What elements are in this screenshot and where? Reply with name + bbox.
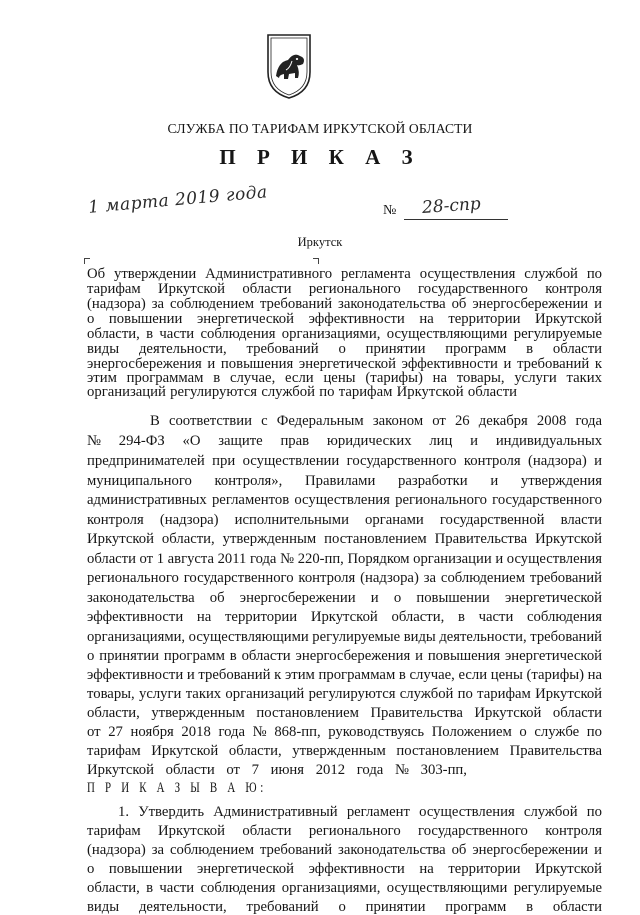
subject-line: о повышении энергетической эффективности на территории Иркутской — [87, 311, 602, 327]
preamble-line: товары, услуги таких организаций регулируются службой по тарифам Иркутской — [87, 686, 603, 702]
preamble-line: Иркутской области от 7 июня 2012 года № 303-пп, — [87, 762, 467, 778]
order-word: П Р И К А З Ы В А Ю: — [87, 780, 268, 796]
subject-line: виды деятельности, требований о принятии программ в области — [87, 341, 602, 357]
handwritten-date: 1 марта 2019 года — [87, 182, 269, 218]
subject-bracket-left — [84, 258, 90, 264]
preamble-line: административных регламентов осуществления регионального государственного — [87, 492, 602, 508]
subject-line: организаций регулируются службой по тарифам Иркутской области — [87, 384, 517, 400]
preamble-line: организациями, осуществляющими регулируемые виды деятельности, требований — [87, 629, 603, 645]
subject-line: области, в части соблюдения организациями, осуществляющими регулируемые — [87, 326, 602, 342]
subject-line: тарифам Иркутской области регионального государственного контроля — [87, 281, 603, 297]
preamble-line: от 27 ноября 2018 года № 868-пп, руководствуясь Положением о службе по — [87, 724, 602, 740]
preamble-line: муниципального контроля», Правилами разработки и утверждения — [87, 473, 602, 489]
preamble-line: Иркутской области, утвержденным постановлением Правительства Иркутской — [87, 531, 602, 547]
subject-line: энергосбережения и повышения энергетической эффективности и требований к — [87, 356, 603, 372]
number-underline — [404, 219, 508, 220]
preamble-line: № 294-ФЗ «О защите прав юридических лиц и индивидуальных — [87, 433, 603, 449]
subject-line: Об утверждении Административного регламента осуществления службой по — [87, 266, 603, 282]
preamble-line: регионального государственного контроля (надзора) за соблюдением требований — [87, 570, 602, 586]
document-type: П Р И К А З — [219, 145, 421, 169]
preamble-line: В соответствии с Федеральным законом от 26 декабря 2008 года — [150, 413, 603, 429]
preamble-line: тарифам Иркутской области, утвержденным постановлением Правительства — [87, 743, 603, 759]
preamble-line: области, утвержденным постановлением Правительства Иркутской области — [87, 705, 603, 721]
item-line: области, в части соблюдения организациями, осуществляющими регулируемые — [87, 880, 602, 896]
preamble-line: контроля (надзора) исполнительными органами государственной власти — [87, 512, 602, 528]
preamble-line: о принятии программ в области энергосбережения и повышения энергетической — [87, 648, 603, 664]
number-label: № — [383, 203, 397, 218]
subject-line: (надзора) за соблюдением требований законодательства об энергосбережении и — [87, 296, 602, 312]
city: Иркутск — [297, 235, 343, 249]
item-line: о повышении энергетической эффективности на территории Иркутской — [87, 861, 602, 877]
preamble-line: предпринимателей при осуществлении государственного контроля (надзора) и — [87, 453, 602, 469]
preamble-line: эффективности на территории Иркутской области, в части соблюдения — [87, 609, 603, 625]
subject-line: этим программам в случае, если цены (тарифы) на товары, услуги таких — [87, 370, 603, 386]
agency-name: СЛУЖБА ПО ТАРИФАМ ИРКУТСКОЙ ОБЛАСТИ — [167, 121, 473, 136]
subject-bracket-right — [313, 258, 319, 264]
item-line: 1. Утвердить Административный регламент осуществления службой по — [118, 804, 602, 820]
preamble-line: законодательства об энергосбережении и о повышении энергетической — [87, 590, 602, 606]
item-line: (надзора) за соблюдением требований законодательства об энергосбережении и — [87, 842, 602, 858]
preamble-line: эффективности и требований к этим программам в случае, если цены (тарифы) на — [87, 667, 603, 683]
preamble-line: области от 1 августа 2011 года № 220-пп, Порядком организации и осуществления — [87, 551, 602, 567]
item-line: тарифам Иркутской области регионального государственного контроля — [87, 823, 603, 839]
item-line: виды деятельности, требований о принятии программ в области — [87, 899, 602, 915]
handwritten-number: 28-спр — [421, 193, 482, 219]
coat-of-arms-icon — [262, 32, 316, 100]
